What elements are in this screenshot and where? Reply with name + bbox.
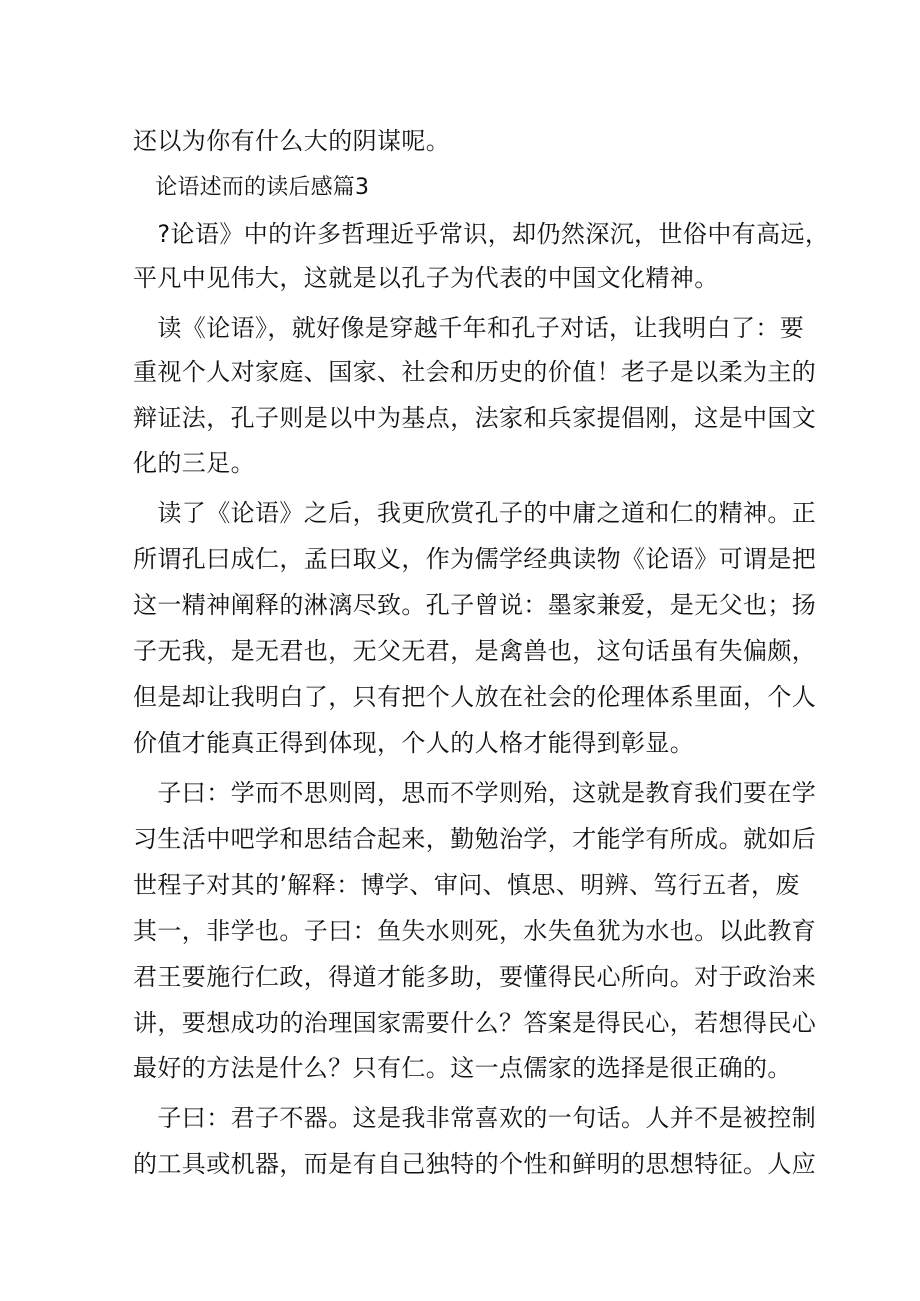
text-line: 习生活中吧学和思结合起来，勤勉治学，才能学有所成。就如后 — [133, 825, 817, 853]
text-line: 子曰：君子不器。这是我非常喜欢的一句话。人并不是被控制 — [133, 1104, 817, 1132]
section-heading: 论语述而的读后感篇3 — [133, 175, 370, 200]
text-line: 子无我，是无君也，无父无君，是禽兽也，这句话虽有失偏颇， — [133, 637, 817, 665]
text-line: 重视个人对家庭、国家、社会和历史的价值！老子是以柔为主的 — [133, 358, 817, 386]
text-line: 化的三足。 — [133, 449, 255, 477]
text-line: 价值才能真正得到体现，个人的人格才能得到彰显。 — [133, 729, 695, 757]
text-line: 世程子对其的’解释：博学、审问、慎思、明辨、笃行五者，废 — [133, 871, 800, 899]
text-line: 讲，要想成功的治理国家需要什么？答案是得民心，若想得民心 — [133, 1009, 817, 1037]
text-line: 辩证法，孔子则是以中为基点，法家和兵家提倡刚，这是中国文 — [133, 404, 817, 432]
text-line: 读《论语》，就好像是穿越千年和孔子对话，让我明白了：要 — [133, 314, 805, 342]
text-line: 君王要施行仁政，得道才能多助，要懂得民心所向。对于政治来 — [133, 963, 817, 991]
text-line: ?论语》中的许多哲理近乎常识，却仍然深沉，世俗中有高远， — [133, 220, 830, 248]
text-line: 所谓孔曰成仁，孟曰取义，作为儒学经典读物《论语》可谓是把 — [133, 545, 817, 573]
text-line: 这一精神阐释的淋漓尽致。孔子曾说：墨家兼爱，是无父也；扬 — [133, 591, 817, 619]
text-line: 但是却让我明白了，只有把个人放在社会的伦理体系里面，个人 — [133, 683, 817, 711]
text-line: 其一，非学也。子曰：鱼失水则死，水失鱼犹为水也。以此教育 — [133, 917, 817, 945]
text-line: 平凡中见伟大，这就是以孔子为代表的中国文化精神。 — [133, 264, 719, 292]
text-line: 的工具或机器，而是有自己独特的个性和鲜明的思想特征。人应 — [133, 1150, 817, 1178]
text-line: 还以为你有什么大的阴谋呢。 — [133, 127, 451, 155]
text-line: 子曰：学而不思则罔，思而不学则殆，这就是教育我们要在学 — [133, 779, 817, 807]
text-line: 读了《论语》之后，我更欣赏孔子的中庸之道和仁的精神。正 — [133, 499, 817, 527]
text-line: 最好的方法是什么？只有仁。这一点儒家的选择是很正确的。 — [133, 1054, 792, 1082]
